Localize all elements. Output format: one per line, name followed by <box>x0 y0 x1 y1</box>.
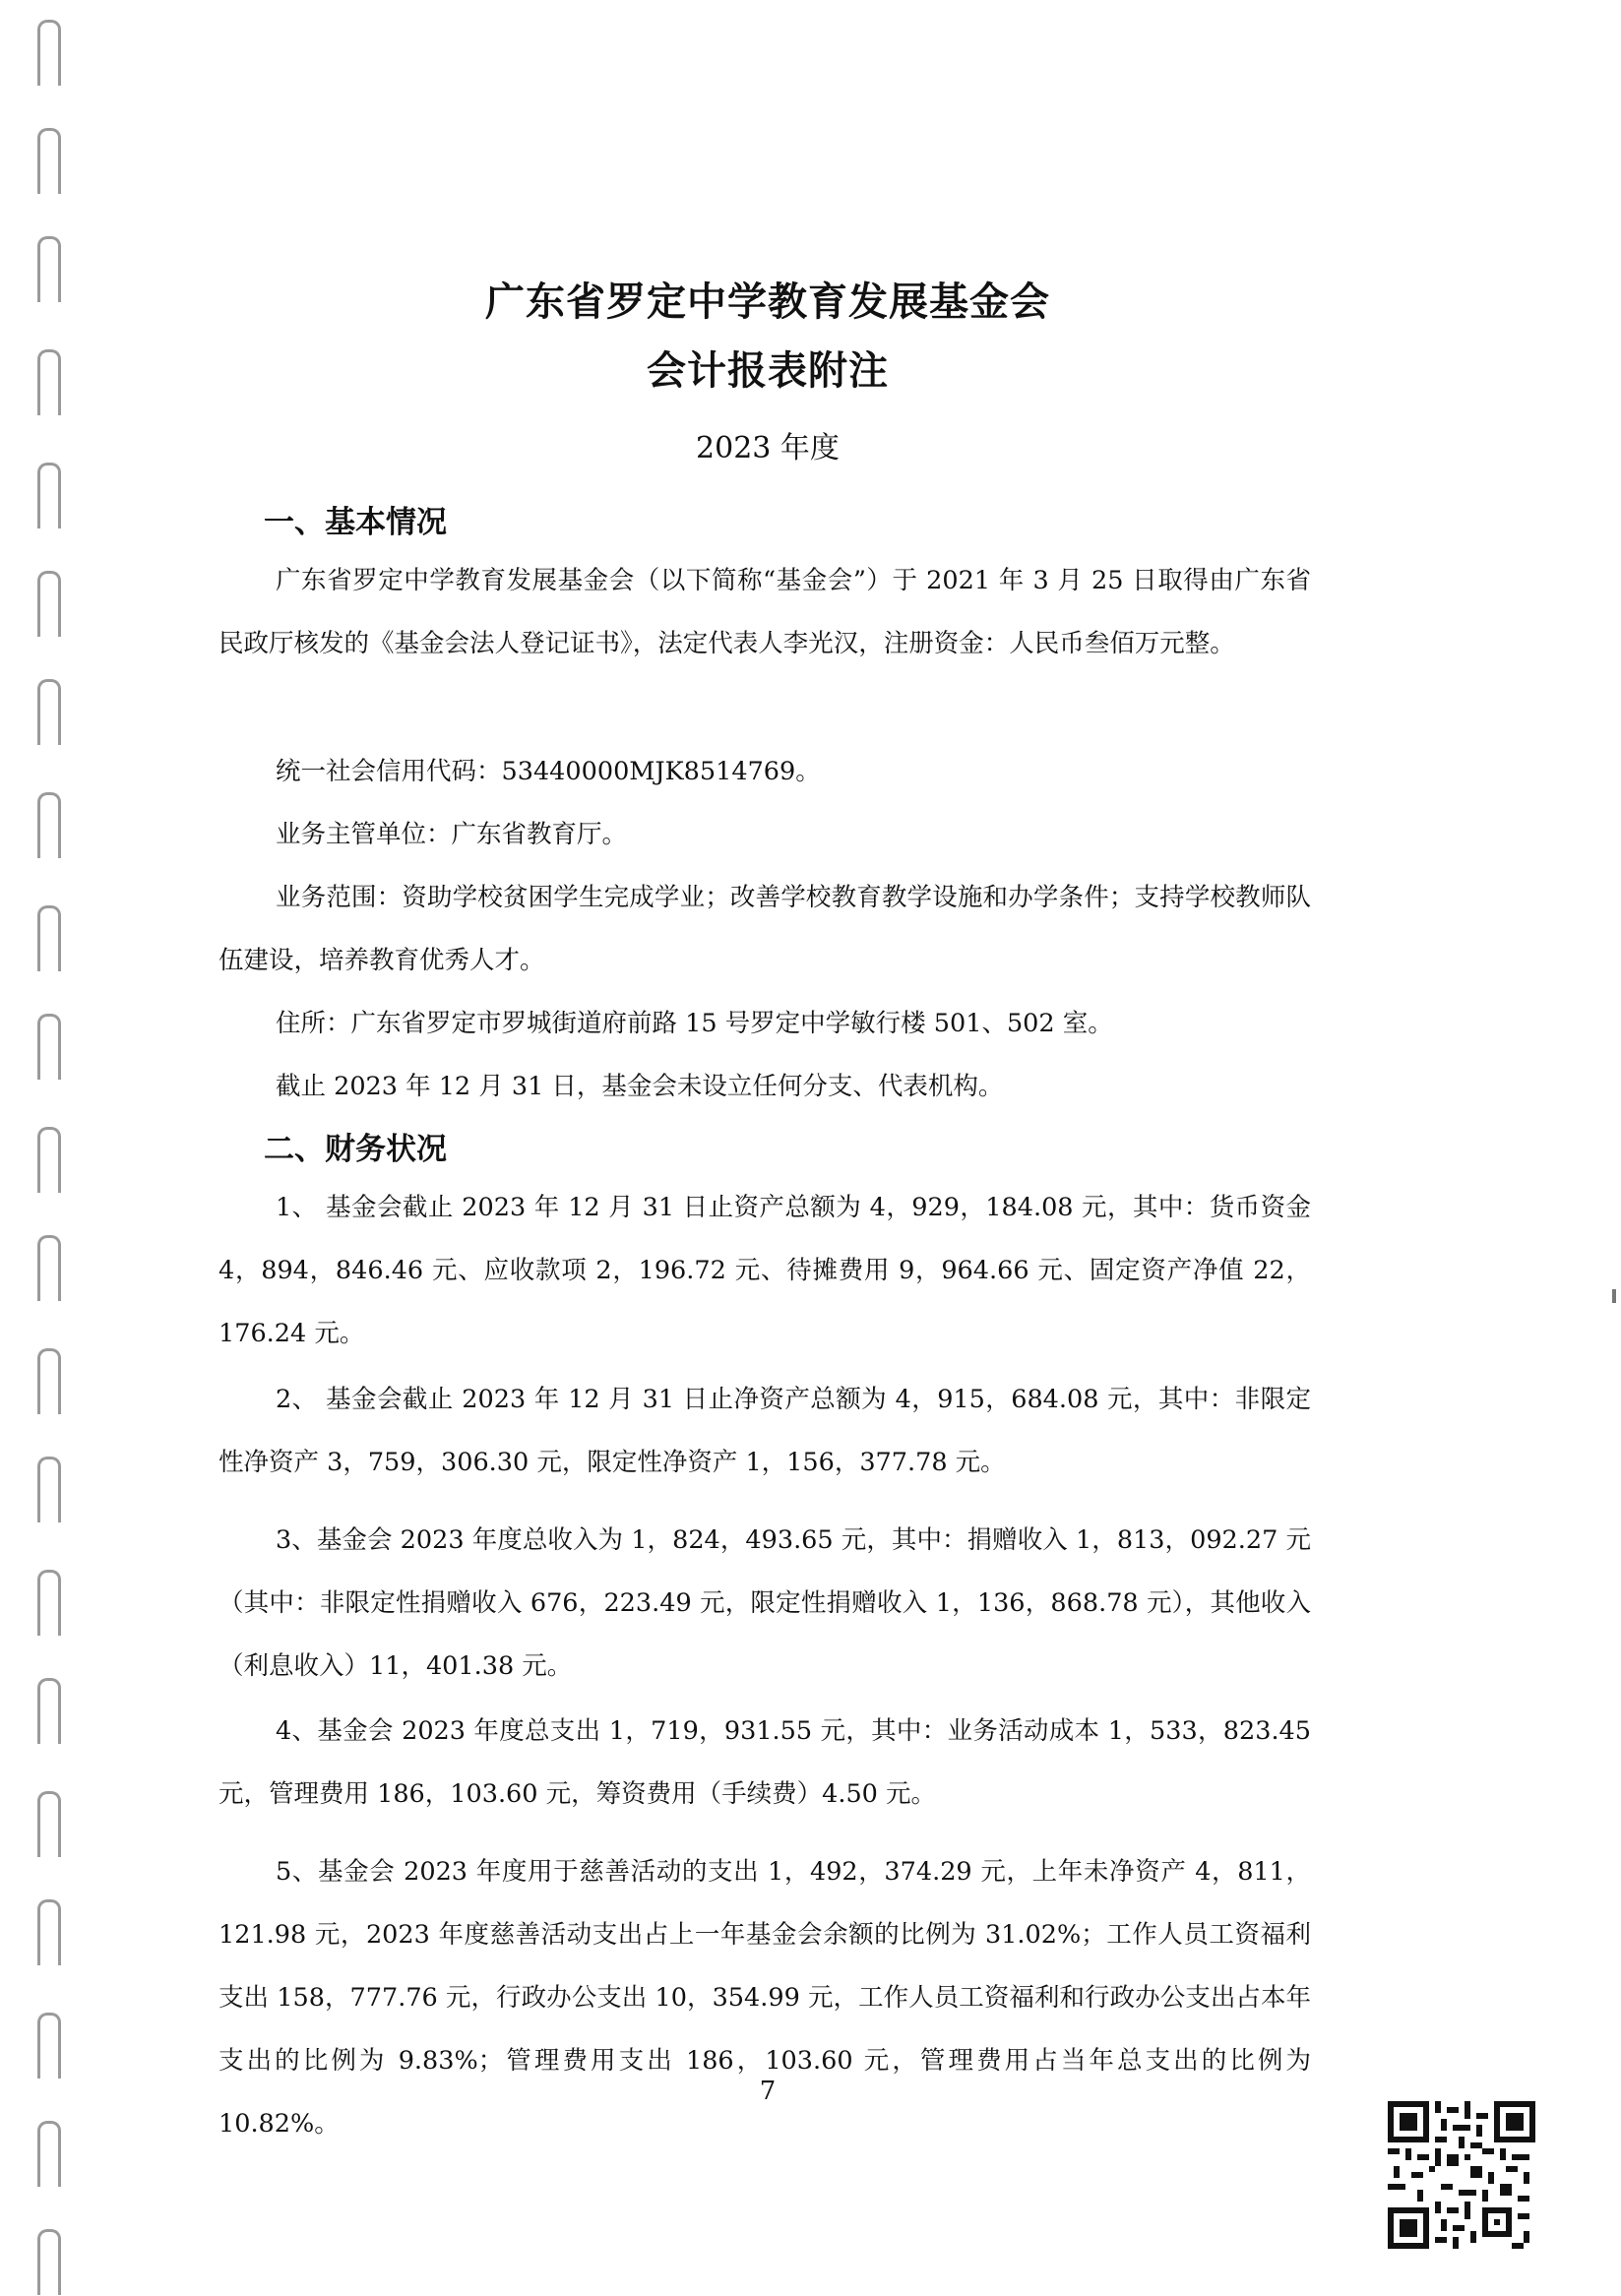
paragraph: 5、基金会 2023 年度用于慈善活动的支出 1，492，374.29 元，上年未净资产 4，811，121.98 元，2023 年度慈善活动支出占上一年基金会余额的比例为 31.02%；工作人员工资福利支出 158，777.76 元，行政办公支出 10，354.99 元，工作人员工资福利和行政办公支出占本年支出的比例为 9.83%；管理费用支出 186，103.60 元，管理费用占当年总支出的比例为 10.82%。 <box>218 1857 1311 2139</box>
paragraph: 业务主管单位：广东省教育厅。 <box>276 820 628 849</box>
paragraph: 3、基金会 2023 年度总收入为 1，824，493.65 元，其中：捐赠收入 1，813，092.27 元（其中：非限定性捐赠收入 676，223.49 元，限定性捐赠收入 1，136，868.78 元），其他收入（利息收入）11，401.38 元。 <box>218 1525 1311 1681</box>
paragraph: 4、基金会 2023 年度总支出 1，719，931.55 元，其中：业务活动成本 1，533，823.45 元，管理费用 186，103.60 元，筹资费用（手续费）4.50 元。 <box>218 1716 1311 1809</box>
report-year: 2023 年度 <box>696 431 840 465</box>
page-edge-mark <box>1612 1289 1616 1303</box>
section-heading-financial-status: 二、财务状况 <box>264 1132 447 1167</box>
paragraph: 1、 基金会截止 2023 年 12 月 31 日止资产总额为 4，929，184.08 元，其中：货币资金 4，894，846.46 元、应收款项 2，196.72 元、待摊费用 9，964.66 元、固定资产净值 22，176.24 元。 <box>218 1193 1311 1348</box>
qr-code-icon <box>1388 2101 1535 2249</box>
page-number: 7 <box>759 2077 777 2106</box>
document-title: 广东省罗定中学教育发展基金会 <box>485 279 1050 325</box>
paragraph: 业务范围：资助学校贫困学生完成学业；改善学校教育教学设施和办学条件；支持学校教师队伍建设，培养教育优秀人才。 <box>218 883 1311 975</box>
document-subtitle: 会计报表附注 <box>647 348 889 394</box>
paragraph: 统一社会信用代码：53440000MJK8514769。 <box>276 757 821 786</box>
paragraph: 广东省罗定中学教育发展基金会（以下简称“基金会”）于 2021 年 3 月 25 日取得由广东省民政厅核发的《基金会法人登记证书》，法定代表人李光汉，注册资金：人民币叁佰万元整。 <box>218 566 1311 658</box>
paragraph: 2、 基金会截止 2023 年 12 月 31 日止净资产总额为 4，915，684.08 元，其中：非限定性净资产 3，759，306.30 元，限定性净资产 1，156，377.78 元。 <box>218 1385 1311 1477</box>
section-heading-basic-info: 一、基本情况 <box>264 505 447 540</box>
paragraph: 住所：广东省罗定市罗城街道府前路 15 号罗定中学敏行楼 501、502 室。 <box>276 1009 1113 1038</box>
paragraph: 截止 2023 年 12 月 31 日，基金会未设立任何分支、代表机构。 <box>276 1072 1004 1101</box>
